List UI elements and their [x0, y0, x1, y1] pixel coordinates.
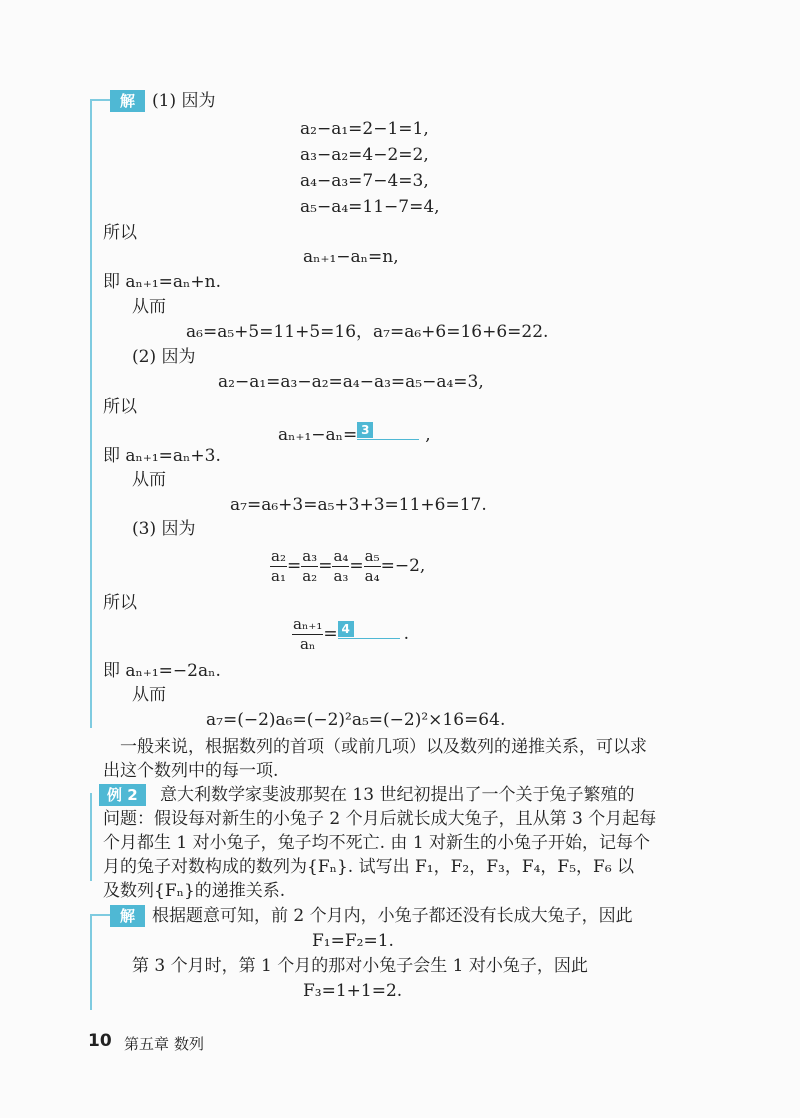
solution-tag: 解 — [110, 90, 145, 112]
chapter-label: 第五章 — [124, 1035, 170, 1053]
blank-number-3: 3 — [357, 422, 373, 438]
part3-relation: $\frac{\text{aₙ₊₁}}{\text{aₙ}}$ = 4 . — [293, 615, 410, 653]
part1-relation: aₙ₊₁−aₙ=n, — [303, 247, 399, 267]
part2-result: a₇=a₆+3=a₅+3+3=11+6=17. — [230, 495, 487, 515]
solution2-tag-rule — [90, 914, 112, 916]
example2-line2: 问题：假设每对新生的小兔子 2 个月后就长成大兔子，且从第 3 个月起每 — [103, 809, 657, 829]
fraction-an1-an: $\frac{\text{aₙ₊₁}}{\text{aₙ}}$ — [293, 615, 323, 653]
frac-eq-tail: =−2, — [380, 556, 426, 576]
part1-eq-a: a₂−a₁=2−1=1, — [300, 119, 429, 139]
part3-relation-right: . — [403, 624, 410, 644]
fill-blank-4[interactable] — [338, 620, 400, 639]
example2-line5: 及数列{Fₙ}的递推关系. — [103, 881, 286, 901]
part3-frac-equation: $\frac{\text{a₂}}{\text{a₁}}$ = $\frac{\text{a₃}}{\text{a₂}}$ = $\frac{\text{a₄}}{\text{a₃}}$ = $\frac{\text{a₅}}{\text{a₄}}$ =−2, — [271, 547, 426, 585]
solution2-line1: 根据题意可知，前 2 个月内，小兔子都还没有长成大兔子，因此 — [152, 906, 633, 926]
part1-result: a₆=a₅+5=11+5=16，a₇=a₆+6=16+6=22. — [186, 322, 549, 342]
part2-so: 所以 — [103, 397, 137, 417]
example-tag: 例 2 — [99, 784, 146, 806]
example2-line1: 意大利数学家斐波那契在 13 世纪初提出了一个关于兔子繁殖的 — [160, 785, 635, 805]
fraction-a4-a3: $\frac{\text{a₄}}{\text{a₃}}$ — [333, 547, 349, 585]
fraction-a5-a4: $\frac{\text{a₅}}{\text{a₄}}$ — [364, 547, 380, 585]
part2-intro: (2) 因为 — [132, 347, 196, 367]
general-remark-line2: 出这个数列中的每一项. — [103, 761, 279, 781]
solution2-tag: 解 — [110, 905, 145, 927]
part1-ie: 即 aₙ₊₁=aₙ+n. — [103, 272, 222, 292]
section-label: 数列 — [174, 1035, 205, 1053]
example2-line4: 月的兔子对数构成的数列为{Fₙ}. 试写出 F₁，F₂，F₃，F₄，F₅，F₆ 以 — [103, 857, 635, 877]
example2-line3: 个月都生 1 对小兔子，兔子均不死亡. 由 1 对新生的小兔子开始，记每个 — [103, 833, 651, 853]
part2-relation-left: aₙ₊₁−aₙ= — [278, 425, 358, 445]
fill-blank-3[interactable] — [357, 421, 419, 440]
part1-eq-d: a₅−a₄=11−7=4, — [300, 197, 440, 217]
part3-result: a₇=(−2)a₆=(−2)²a₅=(−2)²×16=64. — [206, 710, 506, 730]
part1-intro: (1) 因为 — [152, 91, 216, 111]
page-number: 10 — [88, 1031, 112, 1051]
part1-eq-b: a₃−a₂=4−2=2, — [300, 145, 429, 165]
part2-eq: a₂−a₁=a₃−a₂=a₄−a₃=a₅−a₄=3, — [218, 372, 484, 392]
solution2-line2: 第 3 个月时，第 1 个月的那对小兔子会生 1 对小兔子，因此 — [132, 956, 588, 976]
solution-tag-rule — [90, 99, 112, 101]
part1-eq-c: a₄−a₃=7−4=3, — [300, 171, 429, 191]
part2-thus: 从而 — [132, 470, 166, 490]
example-margin-rule — [90, 793, 92, 881]
solution2-margin-rule — [90, 915, 92, 1010]
blank-number-4: 4 — [338, 621, 354, 637]
part1-thus: 从而 — [132, 297, 166, 317]
solution2-eq1: F₁=F₂=1. — [312, 931, 394, 951]
part2-relation — [278, 421, 431, 446]
part2-ie: 即 aₙ₊₁=aₙ+3. — [103, 446, 221, 466]
solution2-eq2: F₃=1+1=2. — [303, 981, 403, 1001]
part3-ie: 即 aₙ₊₁=−2aₙ. — [103, 661, 221, 681]
general-remark-line1: 一般来说，根据数列的首项（或前几项）以及数列的递推关系，可以求 — [120, 737, 647, 757]
fraction-a2-a1: $\frac{\text{a₂}}{\text{a₁}}$ — [271, 547, 286, 585]
solution-margin-rule — [90, 100, 92, 728]
part3-thus: 从而 — [132, 685, 166, 705]
part2-relation-right: , — [425, 425, 431, 445]
part3-intro: (3) 因为 — [132, 519, 196, 539]
part1-so: 所以 — [103, 223, 137, 243]
part3-so: 所以 — [103, 593, 137, 613]
fraction-a3-a2: $\frac{\text{a₃}}{\text{a₂}}$ — [302, 547, 318, 585]
